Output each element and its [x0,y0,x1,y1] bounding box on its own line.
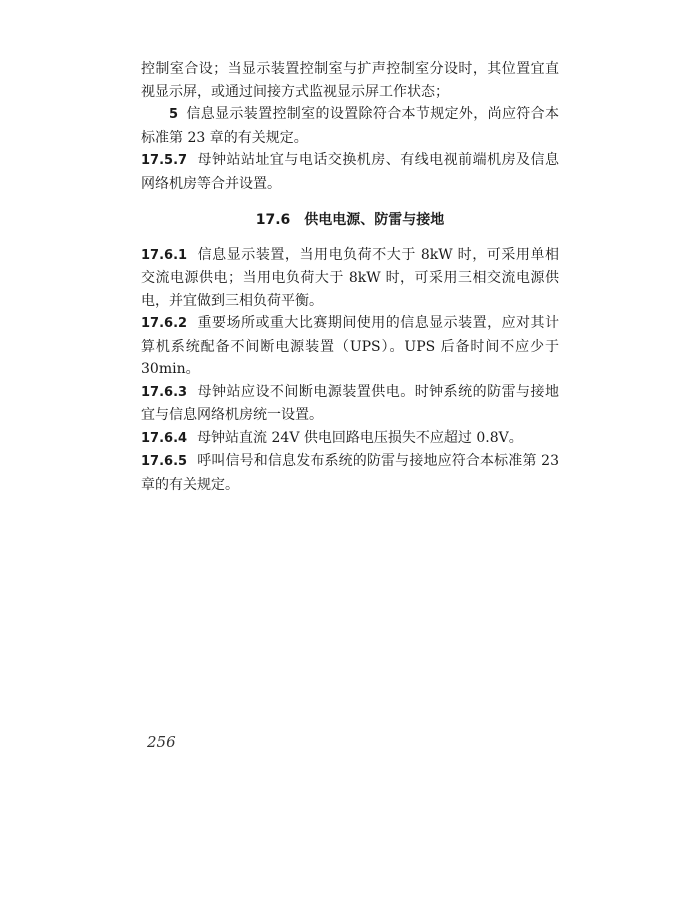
clause-text: 母钟站应设不间断电源装置供电。时钟系统的防雷与接地宜与信息网络机房统一设置。 [141,383,559,423]
clause-number: 17.6.3 [141,384,188,400]
clause-number: 17.6.5 [141,454,188,469]
item-number: 5 [169,107,179,122]
item-text: 信息显示装置控制室的设置除符合本节规定外，尚应符合本标准第 23 章的有关规定。 [141,106,559,146]
clause-17-6-3 [141,381,559,427]
section-number: 17.6 [255,212,291,228]
page-number: 256 [147,733,176,751]
clause-17-6-4 [141,427,559,451]
clause-text: 重要场所或重大比赛期间使用的信息显示装置，应对其计算机系统配备不间断电源装置（UPS）。UPS 后备时间不应少于 30min。 [141,315,559,377]
clause-text: 呼叫信号和信息发布系统的防雷与接地应符合本标准第 23 章的有关规定。 [141,453,559,493]
list-item-5 [141,103,559,149]
clause-number: 17.6.1 [141,247,188,263]
clause-text: 信息显示装置，当用电负荷不大于 8kW 时，可采用单相交流电源供电；当用电负荷大于 8kW 时，可采用三相交流电源供电，并宜做到三相负荷平衡。 [141,246,559,309]
clause-text: 母钟站直流 24V 供电回路电压损失不应超过 0.8V。 [197,429,523,446]
section-heading [141,209,559,232]
clause-number: 17.6.2 [141,316,188,331]
page-body [141,58,559,496]
clause-number: 17.6.4 [141,430,188,446]
paragraph-text: 控制室合设；当显示装置控制室与扩声控制室分设时，其位置宜直视显示屏，或通过间接方式监视显示屏工作状态； [141,61,559,100]
clause-number: 17.5.7 [141,153,188,168]
section-title: 供电电源、防雷与接地 [304,212,445,228]
clause-17-5-7 [141,149,559,195]
clause-text: 母钟站站址宜与电话交换机房、有线电视前端机房及信息网络机房等合并设置。 [141,152,559,192]
clause-17-6-1 [141,244,559,313]
clause-17-6-5 [141,450,559,496]
continued-paragraph [141,58,559,103]
clause-17-6-2 [141,312,559,381]
